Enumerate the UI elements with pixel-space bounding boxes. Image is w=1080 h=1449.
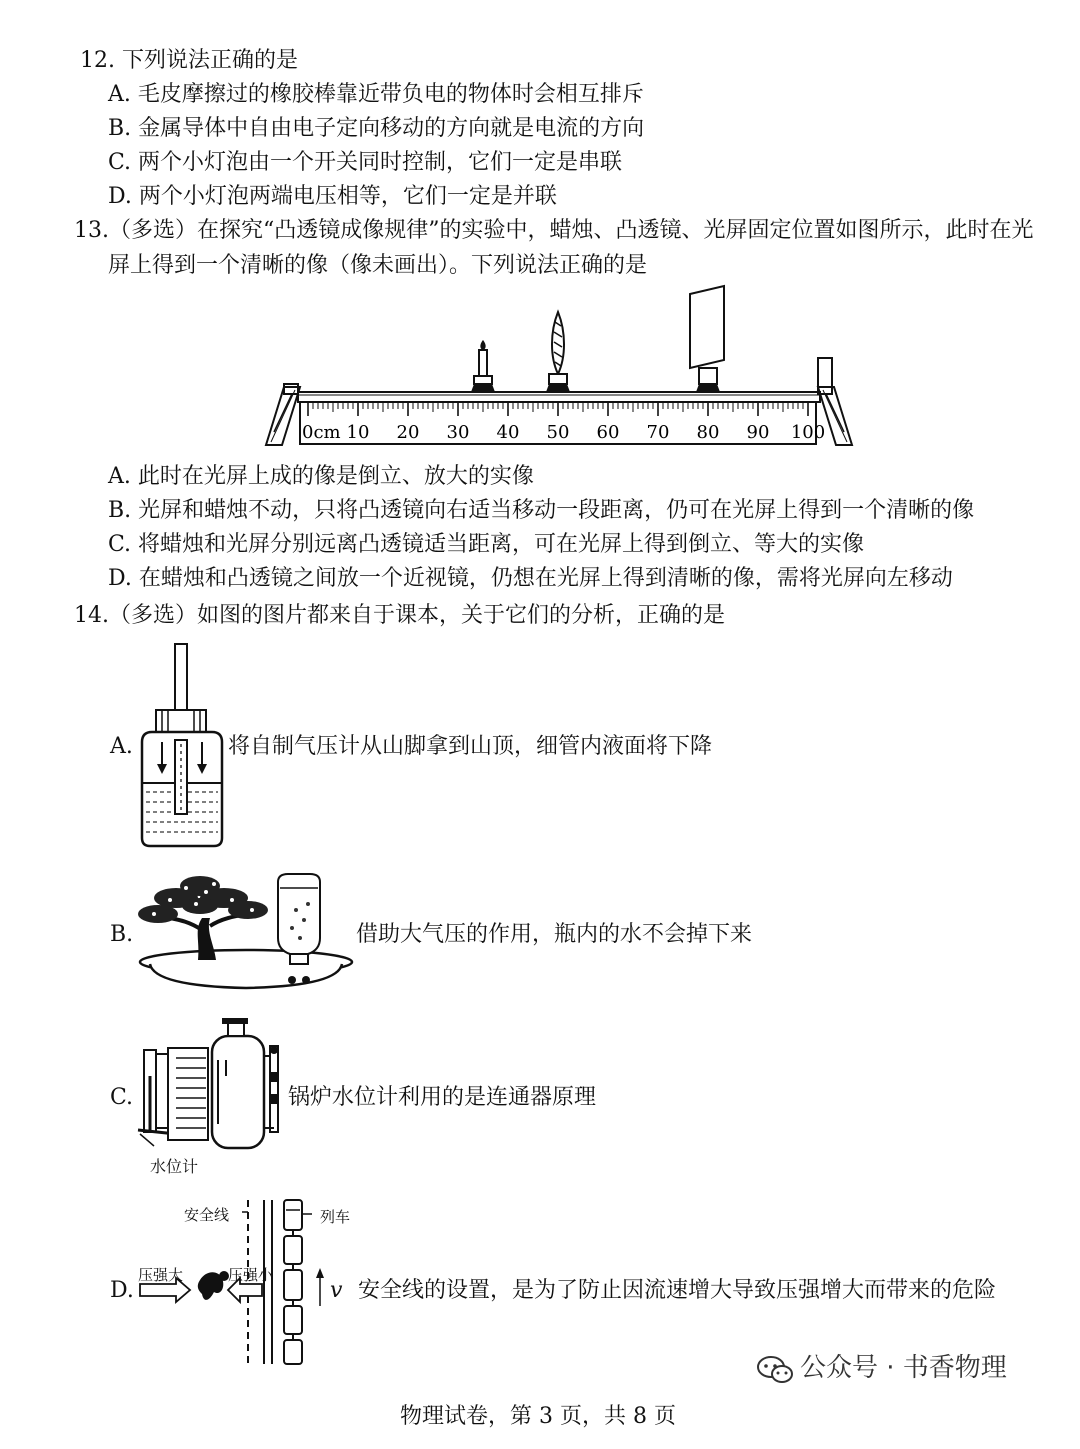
high-pressure-label: 压强大	[138, 1266, 184, 1284]
q14-option-d-letter: D.	[110, 1278, 134, 1303]
convex-lens	[546, 312, 570, 392]
ruler-unit-label: 0cm	[302, 422, 341, 443]
velocity-label: v	[330, 1278, 343, 1303]
watermark-text: 公众号 · 书香物理	[800, 1353, 1007, 1383]
ruler-ticks	[308, 402, 808, 416]
q14-option-c-text: 锅炉水位计利用的是连通器原理	[288, 1085, 597, 1110]
low-pressure-label: 压强小	[228, 1266, 274, 1284]
bench-rail	[298, 392, 820, 402]
boiler-water-gauge-figure	[136, 1016, 286, 1161]
ruler-tick-label: 50	[546, 422, 570, 443]
page-footer: 物理试卷，第 3 页，共 8 页	[400, 1404, 676, 1429]
q14-option-b-text: 借助大气压的作用，瓶内的水不会掉下来	[356, 922, 753, 947]
q13-option-a: A. 此时在光屏上成的像是倒立、放大的实像	[108, 464, 534, 489]
homemade-barometer-figure	[132, 640, 232, 850]
ruler-tick-label: 30	[446, 422, 470, 443]
q12-option-a: A. 毛皮摩擦过的橡胶棒靠近带负电的物体时会相互排斥	[108, 82, 644, 107]
ruler-tick-label: 90	[746, 422, 770, 443]
ruler-tick-label: 10	[346, 422, 370, 443]
bonsai-bottle-figure	[136, 870, 356, 990]
ruler-tick-label: 60	[596, 422, 620, 443]
q14-option-a-text: 将自制气压计从山脚拿到山顶，细管内液面将下降	[228, 734, 713, 759]
q14-option-b-letter: B.	[110, 922, 134, 947]
ruler-labels	[347, 422, 826, 443]
q14-option-c-letter: C.	[110, 1085, 134, 1110]
q13-option-d: D. 在蜡烛和凸透镜之间放一个近视镜，仍想在光屏上得到清晰的像，需将光屏向左移动	[108, 566, 953, 591]
q14-option-d-text: 安全线的设置，是为了防止因流速增大导致压强增大而带来的危险	[358, 1278, 997, 1303]
q13-stem-line2: 屏上得到一个清晰的像（像未画出）。下列说法正确的是	[108, 253, 648, 278]
q13-option-c: C. 将蜡烛和光屏分别远离凸透镜适当距离，可在光屏上得到倒立、等大的实像	[108, 532, 865, 557]
ruler-tick-label: 20	[396, 422, 420, 443]
train-label: 列车	[320, 1208, 351, 1226]
bench-left-stand	[266, 384, 300, 445]
q12-option-d: D. 两个小灯泡两端电压相等，它们一定是并联	[108, 184, 557, 209]
wechat-icon	[756, 1354, 794, 1386]
safety-line-label: 安全线	[184, 1206, 230, 1224]
q12-option-b: B. 金属导体中自由电子定向移动的方向就是电流的方向	[108, 116, 645, 141]
light-screen	[690, 286, 724, 392]
q12-option-c: C. 两个小灯泡由一个开关同时控制，它们一定是串联	[108, 150, 623, 175]
q14-option-a-letter: A.	[110, 734, 133, 759]
water-gauge-label: 水位计	[150, 1157, 199, 1176]
ruler-tick-label: 40	[496, 422, 520, 443]
q13-stem-line1: 13.（多选）在探究“凸透镜成像规律”的实验中，蜡烛、凸透镜、光屏固定位置如图所示，此时在光	[74, 218, 1034, 243]
q13-option-b: B. 光屏和蜡烛不动，只将凸透镜向右适当移动一段距离，仍可在光屏上得到一个清晰的像	[108, 498, 975, 523]
q14-stem: 14.（多选）如图的图片都来自于课本，关于它们的分析，正确的是	[74, 603, 725, 628]
ruler-tick-label: 80	[696, 422, 720, 443]
optical-bench-figure	[262, 282, 862, 452]
candle	[471, 340, 495, 392]
ruler-tick-label: 100	[790, 422, 826, 443]
ruler-tick-label: 70	[646, 422, 670, 443]
q12-stem: 12. 下列说法正确的是	[80, 48, 298, 73]
